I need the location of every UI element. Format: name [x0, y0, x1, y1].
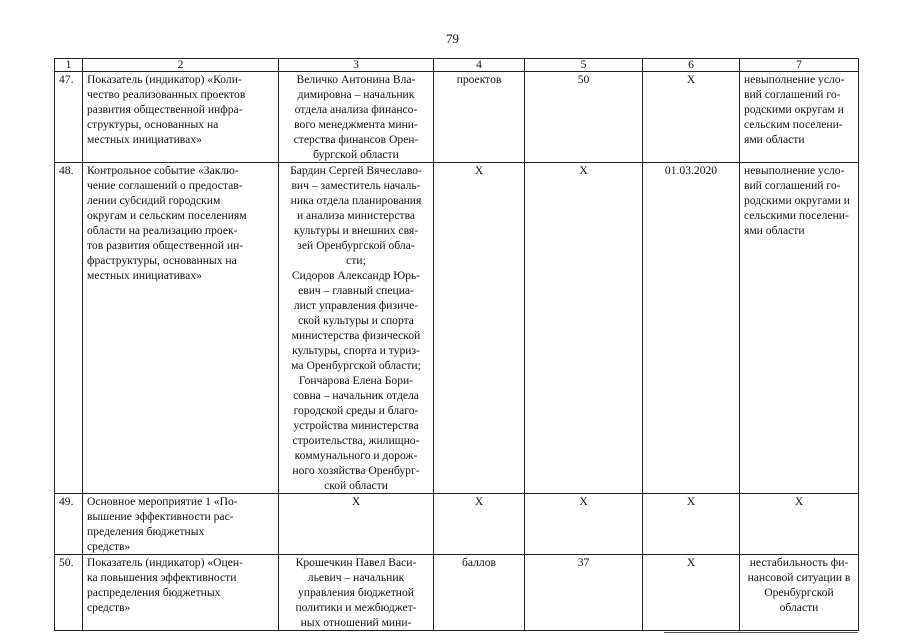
row-number: 47.: [55, 72, 83, 163]
header-cell: 7: [740, 59, 859, 72]
measure-name: Показатель (индикатор) «Оцен- ка повышения эффективности распределения бюджетных средств»: [83, 555, 279, 631]
header-cell: 6: [643, 59, 740, 72]
measure-name: Показатель (индикатор) «Коли- чество реализованных проектов развития общественной инфра- структуры, основанных на местных инициативах»: [83, 72, 279, 163]
value-cell: Х: [525, 163, 643, 494]
risk-cell: невыполнение усло- вий соглашений го- родскими округам и сельским поселени- ями области: [740, 72, 859, 163]
date-cell: 01.03.2020: [643, 163, 740, 494]
table-row: [55, 163, 859, 494]
table-row: [55, 494, 859, 555]
risk-cell: невыполнение усло- вий соглашений го- родскими округами и сельскими поселени- ями области: [740, 163, 859, 494]
responsible-person: Х: [279, 494, 434, 555]
responsible-person: Величко Антонина Вла- димировна – начальник отдела анализа финансо- вого менеджмента мини- стерства финансов Орен- бургской области: [279, 72, 434, 163]
unit-cell: Х: [434, 494, 525, 555]
value-cell: 50: [525, 72, 643, 163]
responsible-person: Бардин Сергей Вячеславо- вич – заместитель началь- ника отдела планирования и анализа министерства культуры и внешних свя- зей Оренбургской обла- сти; Сидоров Александр Юрь- евич – главный специа- лист управления физиче- ской культуры и спорта министерства физической культуры, спорта и туриз- ма Оренбургской области; Гончарова Елена Бори- совна – начальник отдела городской среды и благо- устройства министерства строительства, жилищно- коммунального и дорож- ного хозяйства Оренбург- ской области: [279, 163, 434, 494]
header-cell: 3: [279, 59, 434, 72]
date-cell: Х: [643, 72, 740, 163]
row-number: 48.: [55, 163, 83, 494]
unit-cell: баллов: [434, 555, 525, 631]
responsible-person: Крошечкин Павел Васи- льевич – начальник управления бюджетной политики и межбюджет- ных отношений мини-: [279, 555, 434, 631]
table-row: [55, 555, 859, 631]
value-cell: Х: [525, 494, 643, 555]
row-number: 50.: [55, 555, 83, 631]
table-row: [55, 72, 859, 163]
measure-name: Основное мероприятие 1 «По- вышение эффективности рас- пределения бюджетных средств»: [83, 494, 279, 555]
header-cell: 4: [434, 59, 525, 72]
row-number: 49.: [55, 494, 83, 555]
date-cell: Х: [643, 494, 740, 555]
table-header-row: [55, 59, 859, 72]
risk-cell: нестабильность фи- нансовой ситуации в Оренбургской области: [740, 555, 859, 631]
page-number: 79: [446, 31, 459, 46]
header-cell: 1: [55, 59, 83, 72]
measures-table: [54, 58, 859, 631]
measure-name: Контрольное событие «Заклю- чение соглашений о предостав- лении субсидий городским округам и сельским поселениям области на реализацию проек- тов развития общественной ин- фраструктуры, основанных на местных инициативах»: [83, 163, 279, 494]
value-cell: 37: [525, 555, 643, 631]
header-cell: 5: [525, 59, 643, 72]
date-cell: Х: [643, 555, 740, 631]
header-cell: 2: [83, 59, 279, 72]
unit-cell: проектов: [434, 72, 525, 163]
risk-cell: Х: [740, 494, 859, 555]
page-bottom-rule: [664, 632, 858, 633]
unit-cell: Х: [434, 163, 525, 494]
